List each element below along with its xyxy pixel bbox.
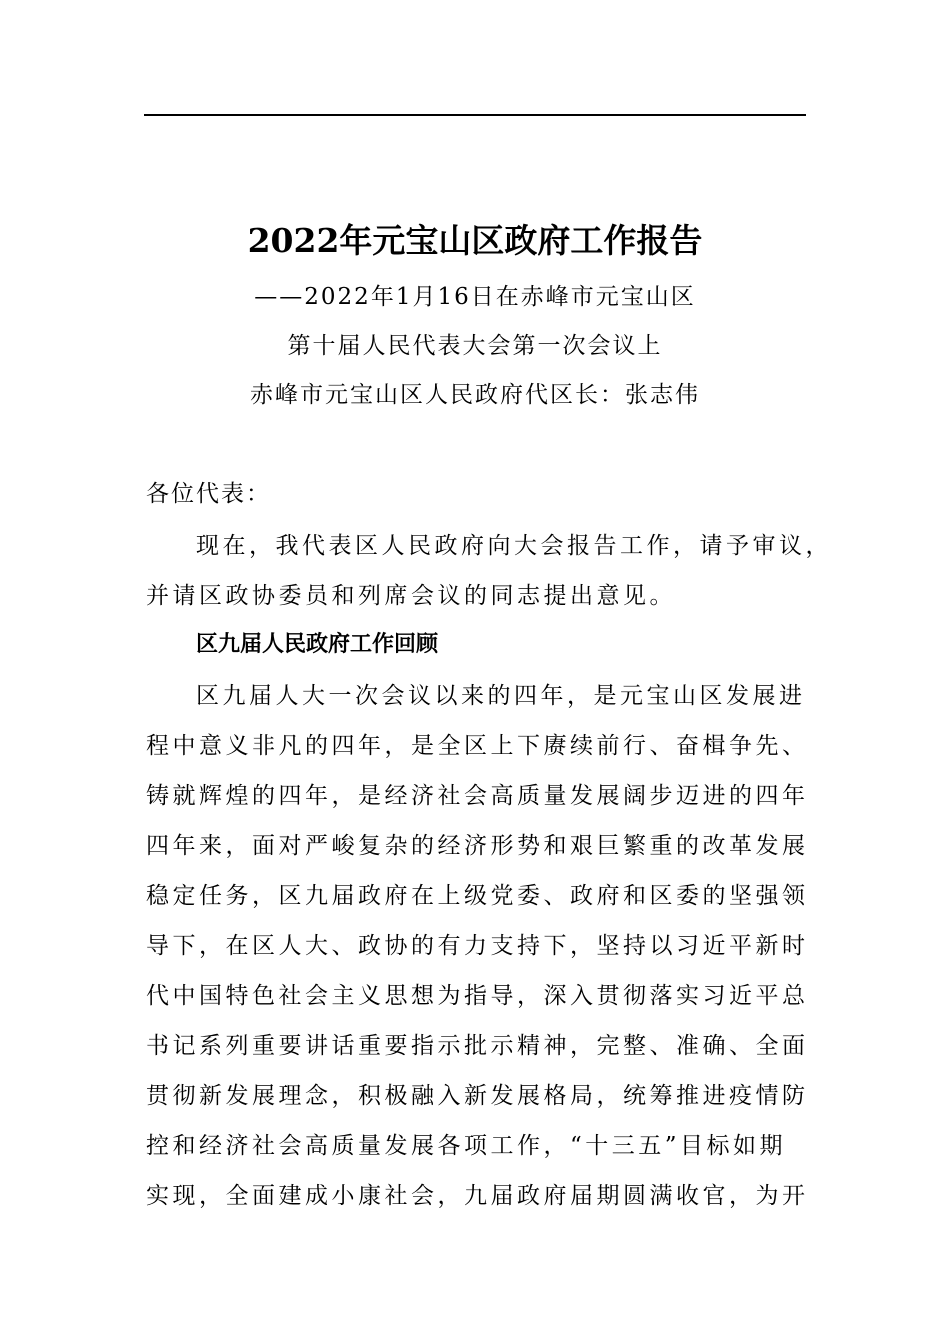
- paragraph-line: 四年来，面对严峻复杂的经济形势和艰巨繁重的改革发展: [146, 833, 809, 859]
- subtitle-line-speaker: 赤峰市元宝山区人民政府代区长：张志伟: [250, 382, 700, 408]
- salutation: 各位代表：: [146, 481, 271, 507]
- paragraph-review: [146, 671, 822, 1221]
- paragraph-line: 现在，我代表区人民政府向大会报告工作，请予审议，: [196, 533, 832, 559]
- paragraph-intro: [146, 521, 832, 621]
- paragraph-line: 控和经济社会高质量发展各项工作，“十三五”目标如期: [146, 1133, 787, 1159]
- subtitle-line-meeting: 第十届人民代表大会第一次会议上: [287, 333, 663, 359]
- header-rule: [144, 114, 806, 116]
- paragraph-line: 稳定任务，区九届政府在上级党委、政府和区委的坚强领: [146, 883, 809, 909]
- document-title: 2022年元宝山区政府工作报告: [247, 221, 703, 260]
- section-heading: 区九届人民政府工作回顾: [196, 632, 439, 657]
- paragraph-line: 区九届人大一次会议以来的四年，是元宝山区发展进: [196, 683, 806, 709]
- paragraph-line: 实现，全面建成小康社会，九届政府届期圆满收官，为开: [146, 1183, 809, 1209]
- paragraph-line: 代中国特色社会主义思想为指导，深入贯彻落实习近平总: [146, 983, 809, 1009]
- paragraph-line: 贯彻新发展理念，积极融入新发展格局，统筹推进疫情防: [146, 1083, 809, 1109]
- paragraph-line: 导下，在区人大、政协的有力支持下，坚持以习近平新时: [146, 933, 809, 959]
- paragraph-line: 并请区政协委员和列席会议的同志提出意见。: [146, 583, 676, 609]
- paragraph-line: 铸就辉煌的四年，是经济社会高质量发展阔步迈进的四年: [146, 783, 809, 809]
- subtitle-line-date: ——2022年1月16日在赤峰市元宝山区: [254, 284, 696, 310]
- paragraph-line: 程中意义非凡的四年，是全区上下赓续前行、奋楫争先、: [146, 733, 809, 759]
- paragraph-line: 书记系列重要讲话重要指示批示精神，完整、准确、全面: [146, 1033, 809, 1059]
